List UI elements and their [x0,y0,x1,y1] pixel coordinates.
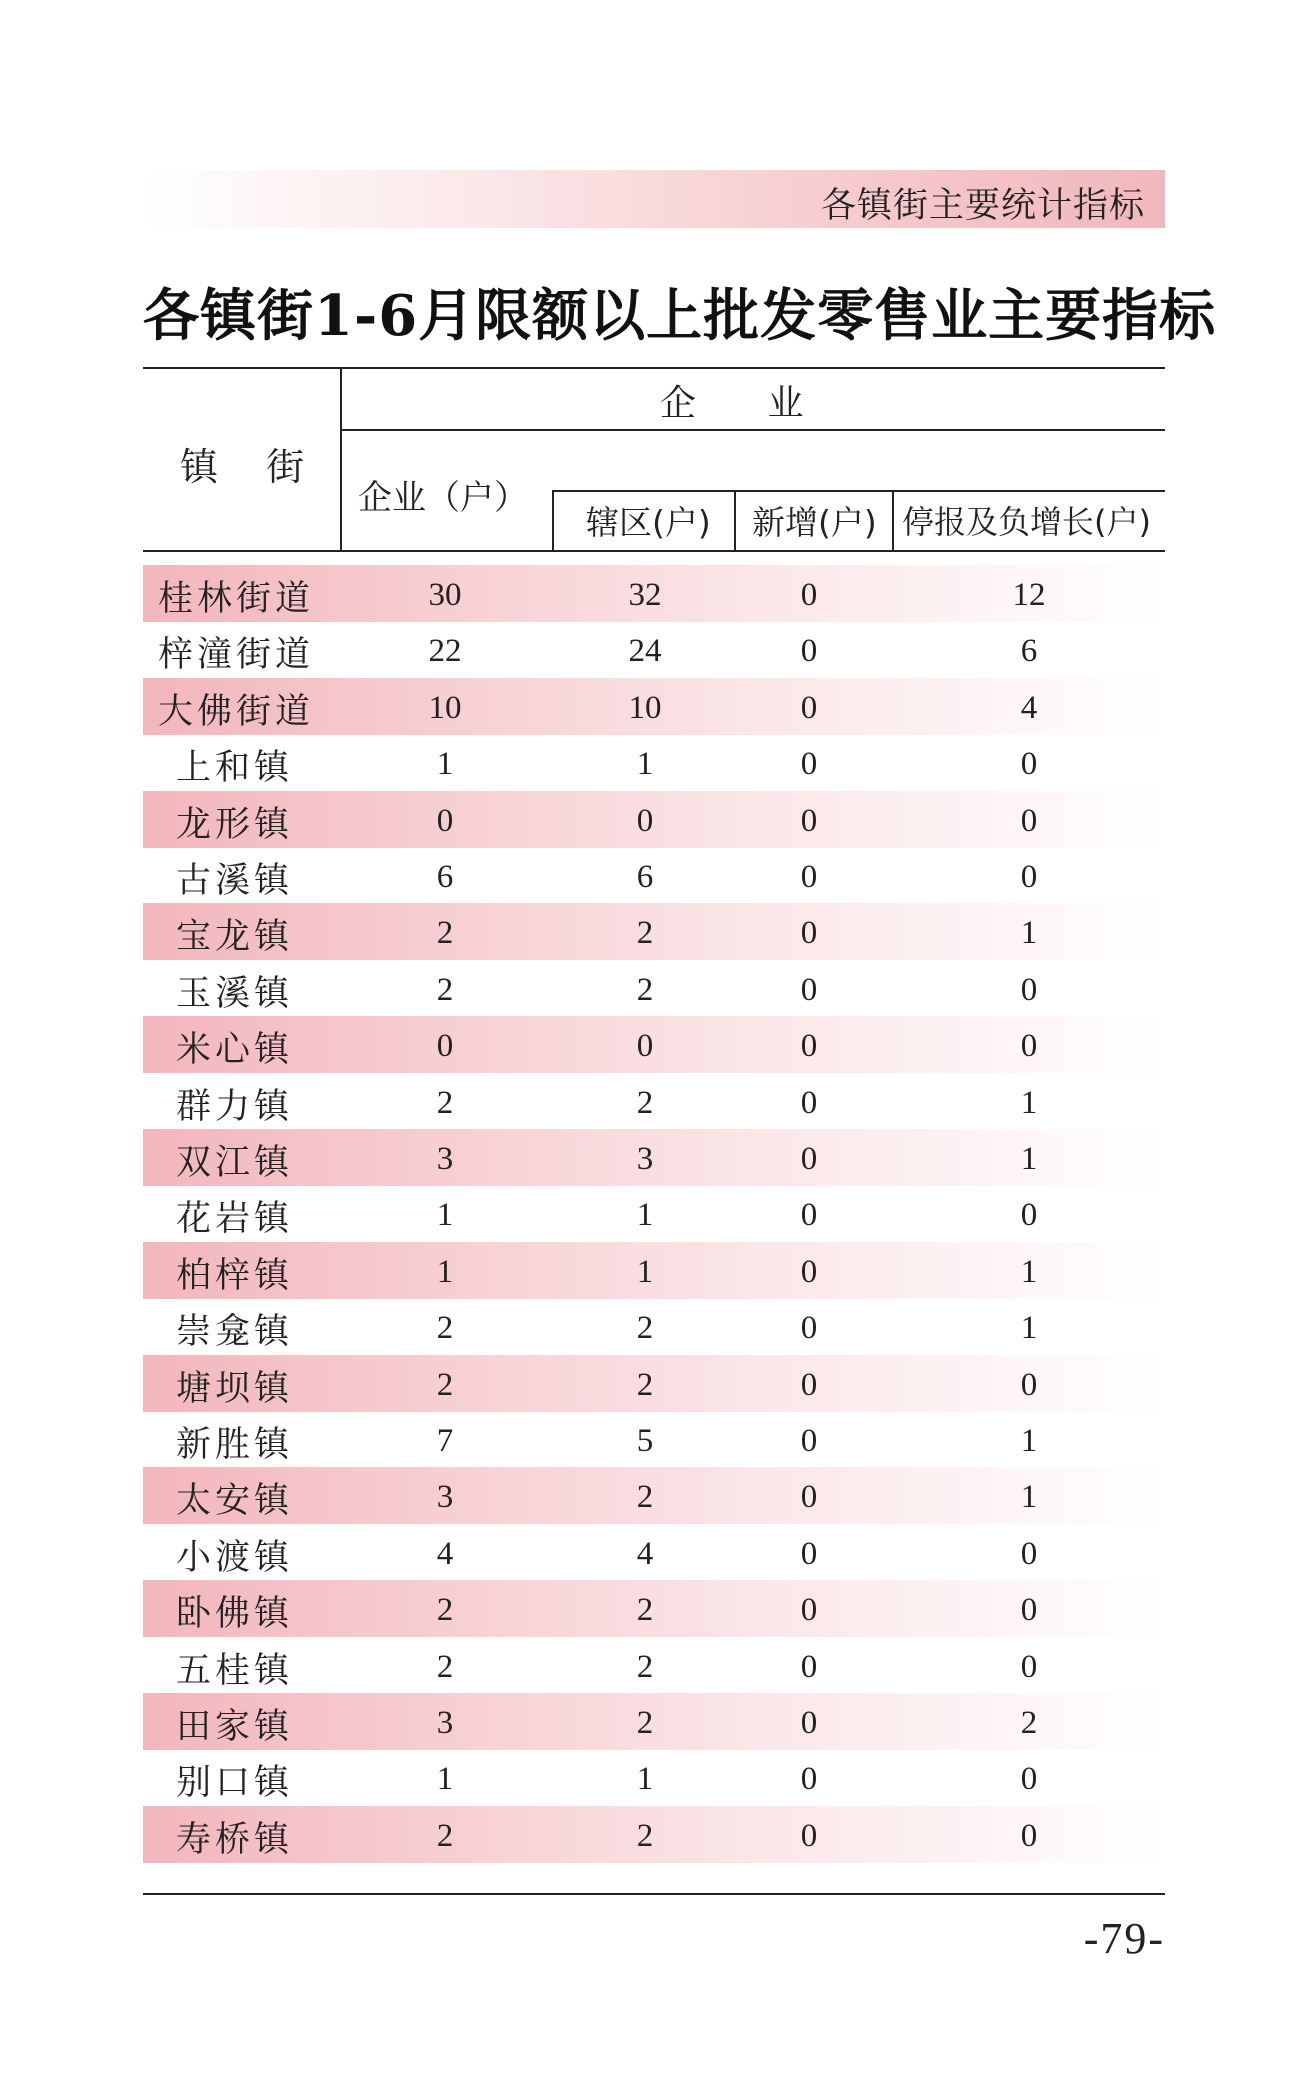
table-row [143,1580,1165,1637]
new-cell: 0 [800,1817,818,1854]
table-row [143,960,1165,1017]
area-cell: 2 [636,1648,654,1685]
area-cell: 1 [636,1197,654,1234]
enterprises-cell: 1 [436,1253,454,1290]
table-row [143,847,1165,904]
town-name-cell: 米心镇 [176,1030,294,1071]
town-name-cell: 上和镇 [176,748,294,789]
stopped-cell: 1 [1020,1479,1038,1516]
stopped-cell: 12 [1012,577,1046,613]
enterprises-cell: 6 [436,859,454,895]
table-row [143,1073,1165,1130]
enterprises-cell: 30 [428,577,462,613]
table-row [143,1298,1165,1355]
area-cell: 2 [636,915,654,952]
town-name-cell: 群力镇 [176,1086,294,1127]
town-name-cell: 玉溪镇 [176,973,294,1014]
table-row [143,1411,1165,1468]
section-banner [143,170,1165,228]
table-row [143,1749,1165,1806]
town-name-cell: 双江镇 [176,1143,294,1183]
stopped-cell: 0 [1020,1366,1038,1403]
enterprises-column-divider [552,490,554,552]
table-row [143,1242,1165,1299]
town-name-cell: 五桂镇 [176,1650,294,1691]
stopped-cell: 1 [1020,1084,1038,1121]
town-name-cell: 大佛街道 [158,691,315,732]
table-row [143,791,1165,848]
new-cell: 0 [800,689,818,726]
stopped-cell: 1 [1020,1423,1038,1459]
enterprises-cell: 1 [436,1197,454,1234]
new-cell: 0 [800,1648,818,1685]
enterprises-cell: 0 [436,1028,454,1065]
new-cell: 0 [800,633,818,670]
new-cell: 0 [800,1197,818,1234]
town-name-cell: 花岩镇 [176,1199,294,1240]
header-bottom-rule [143,550,1165,552]
page-number: -79- [1083,1914,1165,1963]
stopped-cell: 1 [1020,1310,1038,1347]
enterprises-cell: 2 [436,1648,454,1685]
area-cell: 2 [636,971,654,1008]
table-row [143,734,1165,791]
stopped-cell: 4 [1020,689,1038,726]
new-cell: 0 [800,1253,818,1290]
stopped-cell: 1 [1020,1253,1038,1290]
subheader-top-rule [553,490,1165,492]
town-name-cell: 小渡镇 [176,1537,294,1578]
area-column-divider [734,490,736,552]
new-cell: 0 [800,802,818,839]
new-cell: 0 [800,1705,818,1741]
town-name-cell: 柏梓镇 [176,1255,294,1296]
enterprises-cell: 2 [436,1366,454,1403]
town-column-divider [340,367,342,552]
table-row [143,1016,1165,1073]
section-banner-text: 各镇街主要统计指标 [820,186,1145,226]
enterprises-cell: 3 [436,1705,454,1741]
area-cell: 1 [636,1761,654,1798]
stopped-cell: 0 [1020,1817,1038,1854]
enterprises-cell: 22 [428,633,462,670]
enterprises-cell: 3 [436,1141,454,1177]
area-cell: 5 [636,1423,654,1459]
stopped-column-header: 停报及负增长(户) [902,503,1151,541]
stopped-cell: 0 [1020,1648,1038,1685]
stopped-cell: 0 [1020,1761,1038,1798]
enterprises-cell: 10 [428,689,462,726]
table-row [143,565,1165,622]
area-cell: 1 [636,1253,654,1290]
town-name-cell: 龙形镇 [176,804,294,845]
new-cell: 0 [800,859,818,895]
area-column-header: 辖区(户) [586,503,711,542]
town-name-cell: 塘坝镇 [176,1368,294,1409]
stopped-cell: 1 [1020,1141,1038,1177]
stopped-cell: 2 [1020,1705,1038,1741]
enterprises-cell: 0 [436,802,454,839]
area-cell: 2 [636,1310,654,1347]
area-cell: 10 [628,689,662,726]
town-name-cell: 宝龙镇 [176,917,294,958]
stopped-cell: 0 [1020,1535,1038,1572]
enterprises-cell: 2 [436,1592,454,1629]
table-row [143,1185,1165,1242]
enterprises-cell: 2 [436,1084,454,1121]
enterprise-group-header: 企 业 [660,383,834,424]
table-row [143,1524,1165,1581]
enterprises-cell: 2 [436,1310,454,1347]
enterprises-cell: 1 [436,746,454,783]
table-row [143,1693,1165,1750]
enterprises-cell: 1 [436,1761,454,1798]
table-row [143,1129,1165,1186]
stopped-cell: 0 [1020,859,1038,895]
area-cell: 32 [628,577,662,613]
stopped-cell: 0 [1020,971,1038,1008]
enterprises-cell: 7 [436,1423,454,1459]
enterprises-column-header: 企业（户） [358,478,528,518]
town-name-cell: 古溪镇 [176,861,294,901]
town-name-cell: 桂林街道 [158,579,315,619]
new-cell: 0 [800,1592,818,1629]
town-name-cell: 崇龛镇 [176,1312,294,1353]
new-column-divider [892,490,894,552]
stopped-cell: 0 [1020,746,1038,783]
new-cell: 0 [800,1084,818,1121]
area-cell: 24 [628,633,662,670]
new-cell: 0 [800,577,818,613]
area-cell: 1 [636,746,654,783]
table-row [143,621,1165,678]
stopped-cell: 0 [1020,1592,1038,1629]
new-cell: 0 [800,1479,818,1516]
table-row [143,1806,1165,1863]
new-cell: 0 [800,1141,818,1177]
stopped-cell: 0 [1020,1028,1038,1065]
town-name-cell: 寿桥镇 [176,1819,294,1860]
new-column-header: 新增(户) [752,503,877,542]
stopped-cell: 1 [1020,915,1038,952]
table-top-rule [143,367,1165,369]
group-header-underline [342,429,1165,431]
area-cell: 0 [636,802,654,839]
town-column-header: 镇 街 [180,445,323,489]
enterprises-cell: 2 [436,1817,454,1854]
new-cell: 0 [800,971,818,1008]
town-name-cell: 别口镇 [176,1763,294,1804]
new-cell: 0 [800,1310,818,1347]
area-cell: 3 [636,1141,654,1177]
town-name-cell: 田家镇 [176,1707,294,1747]
new-cell: 0 [800,746,818,783]
area-cell: 0 [636,1028,654,1065]
new-cell: 0 [800,1423,818,1459]
town-name-cell: 梓潼街道 [158,635,315,676]
enterprises-cell: 2 [436,915,454,952]
area-cell: 6 [636,859,654,895]
area-cell: 2 [636,1084,654,1121]
town-name-cell: 太安镇 [176,1481,294,1522]
area-cell: 2 [636,1592,654,1629]
table-row [143,1355,1165,1412]
new-cell: 0 [800,915,818,952]
area-cell: 2 [636,1817,654,1854]
stopped-cell: 6 [1020,633,1038,670]
town-name-cell: 卧佛镇 [176,1594,294,1635]
table-row [143,1637,1165,1694]
new-cell: 0 [800,1366,818,1403]
table-row [143,903,1165,960]
enterprises-cell: 2 [436,971,454,1008]
stopped-cell: 0 [1020,802,1038,839]
area-cell: 2 [636,1479,654,1516]
table-row [143,678,1165,735]
area-cell: 4 [636,1535,654,1572]
new-cell: 0 [800,1535,818,1572]
stopped-cell: 0 [1020,1197,1038,1234]
table-row [143,1467,1165,1524]
page-title: 各镇街1-6月限额以上批发零售业主要指标 [143,283,1217,349]
area-cell: 2 [636,1366,654,1403]
town-name-cell: 新胜镇 [176,1425,294,1465]
table-bottom-rule [143,1893,1165,1895]
area-cell: 2 [636,1705,654,1741]
new-cell: 0 [800,1028,818,1065]
new-cell: 0 [800,1761,818,1798]
enterprises-cell: 3 [436,1479,454,1516]
enterprises-cell: 4 [436,1535,454,1572]
